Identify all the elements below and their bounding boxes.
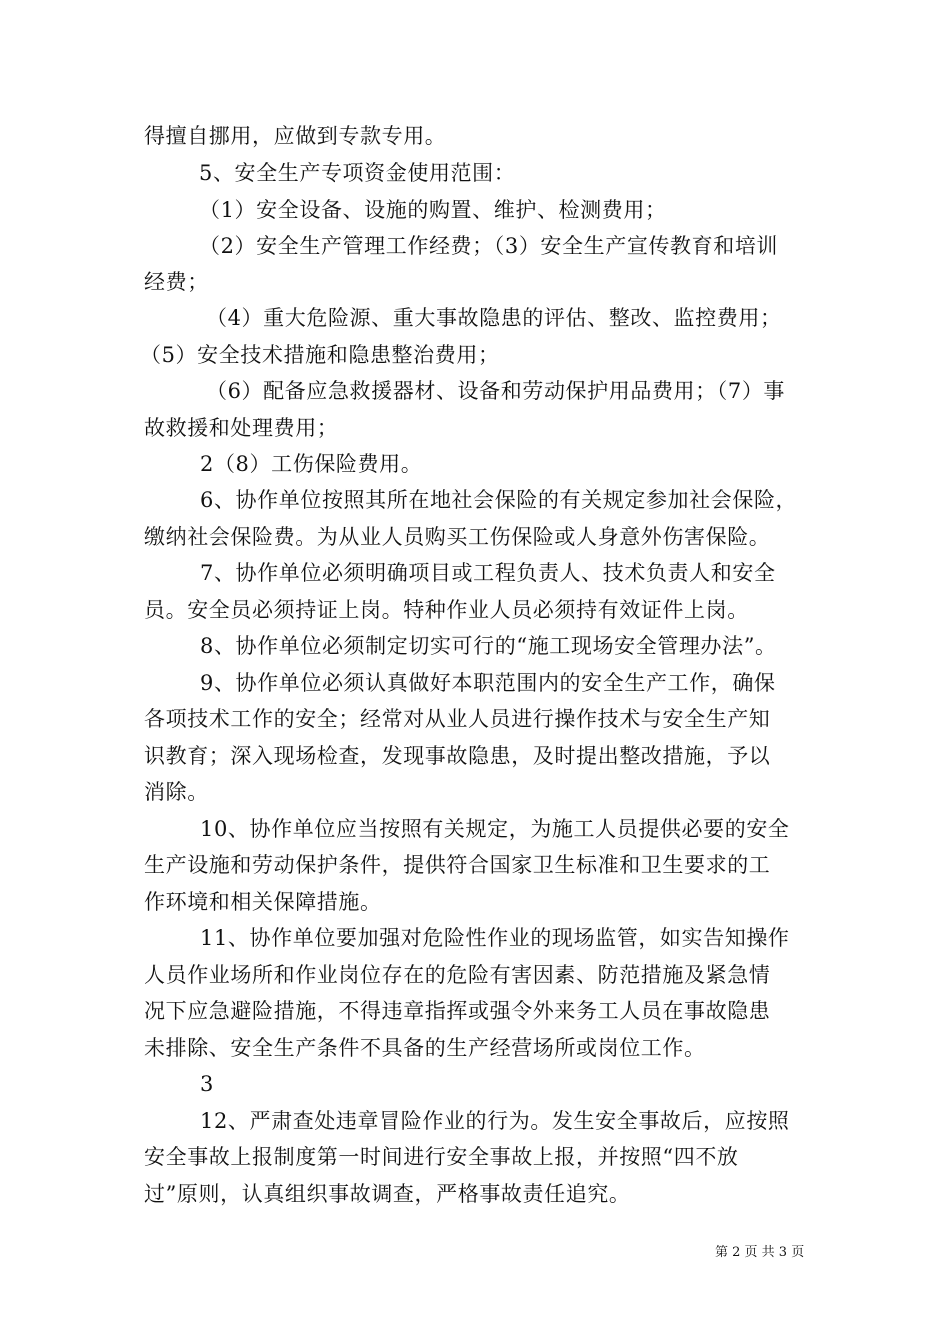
text-line: 员。安全员必须持证上岗。特种作业人员必须持有效证件上岗。 [144, 598, 749, 622]
text-line: 过”原则，认真组织事故调查，严格事故责任追究。 [144, 1182, 631, 1206]
text-line: 10、协作单位应当按照有关规定，为施工人员提供必要的安全 [200, 817, 790, 841]
text-line: 各项技术工作的安全；经常对从业人员进行操作技术与安全生产知 [144, 707, 771, 731]
text-line: （6）配备应急救援器材、设备和劳动保护用品费用；（7）事 [206, 379, 786, 403]
text-line: 生产设施和劳动保护条件，提供符合国家卫生标准和卫生要求的工 [144, 853, 771, 877]
text-line: （4）重大危险源、重大事故隐患的评估、整改、监控费用； [206, 306, 782, 330]
text-line: 12、严肃查处违章冒险作业的行为。发生安全事故后，应按照 [200, 1109, 790, 1133]
text-line: 安全事故上报制度第一时间进行安全事故上报，并按照“四不放 [144, 1145, 739, 1169]
text-line: 5、安全生产专项资金使用范围： [199, 161, 516, 185]
text-line: 人员作业场所和作业岗位存在的危险有害因素、防范措施及紧急情 [144, 963, 771, 987]
text-line: （5）安全技术措施和隐患整治费用； [140, 343, 500, 367]
text-line: 8、协作单位必须制定切实可行的“施工现场安全管理办法”。 [200, 634, 777, 658]
text-line: 2（8）工伤保险费用。 [200, 452, 423, 476]
page-number-footer: 第 2 页 共 3 页 [715, 1245, 805, 1260]
text-line: 作环境和相关保障措施。 [144, 890, 382, 914]
text-line: 缴纳社会保险费。为从业人员购买工伤保险或人身意外伤害保险。 [144, 525, 771, 549]
text-line: 经费； [144, 270, 209, 294]
text-line: 故救援和处理费用； [144, 416, 339, 440]
text-line: 9、协作单位必须认真做好本职范围内的安全生产工作，确保 [200, 671, 776, 695]
text-line: 未排除、安全生产条件不具备的生产经营场所或岗位工作。 [144, 1036, 706, 1060]
page-marker: 3 [200, 1072, 214, 1096]
text-line: （2）安全生产管理工作经费；（3）安全生产宣传教育和培训 [199, 234, 779, 258]
text-line: 况下应急避险措施，不得违章指挥或强令外来务工人员在事故隐患 [144, 999, 771, 1023]
text-line: （1）安全设备、设施的购置、维护、检测费用； [199, 198, 667, 222]
text-line: 识教育；深入现场检查，发现事故隐患，及时提出整改措施，予以 [144, 744, 771, 768]
text-line: 消除。 [144, 780, 209, 804]
text-line: 6、协作单位按照其所在地社会保险的有关规定参加社会保险， [200, 488, 798, 512]
text-line: 得擅自挪用，应做到专款专用。 [144, 124, 447, 148]
text-line: 11、协作单位要加强对危险性作业的现场监管，如实告知操作 [200, 926, 790, 950]
text-line: 7、协作单位必须明确项目或工程负责人、技术负责人和安全 [200, 561, 776, 585]
